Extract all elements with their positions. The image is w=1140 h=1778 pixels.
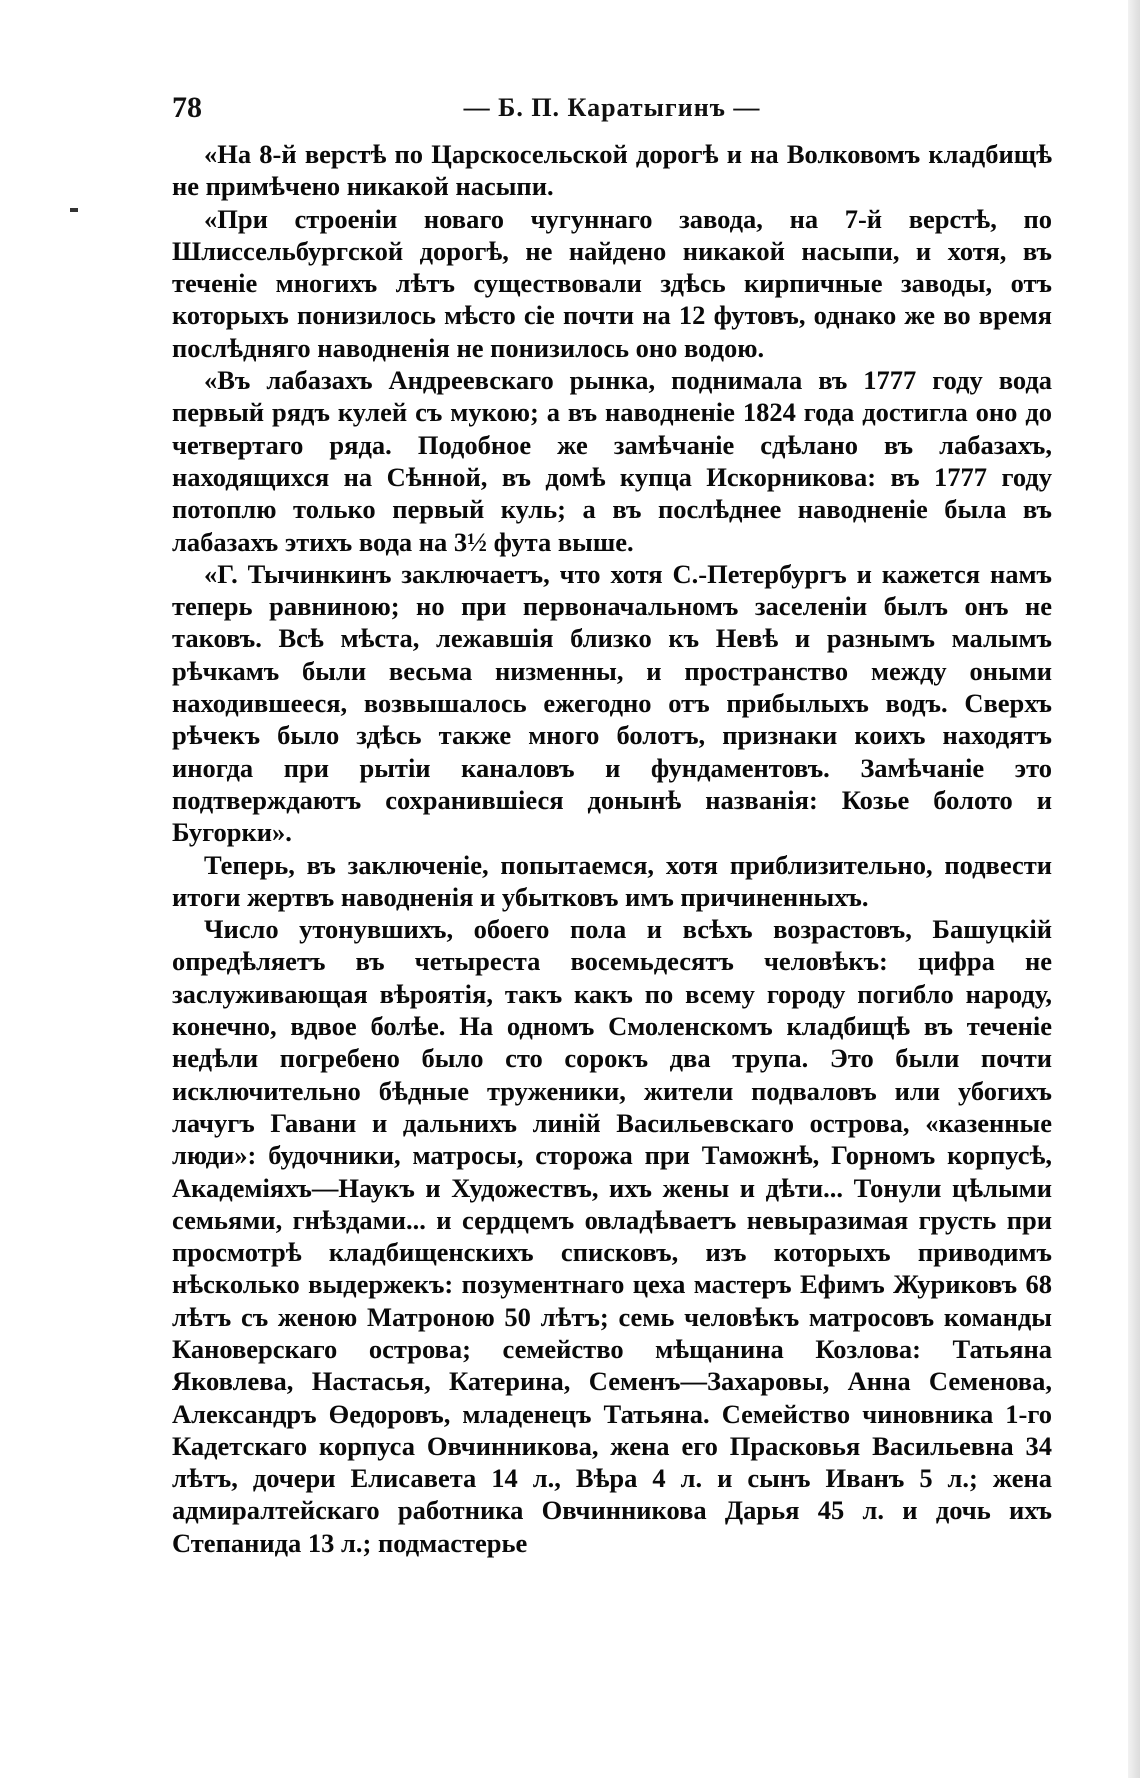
- paragraph: Теперь, въ заключеніе, попытаемся, хотя приблизительно, подвести итоги жертвъ наводненія и убытковъ имъ причиненныхъ.: [172, 849, 1052, 912]
- paragraph: «Г. Тычинкинъ заключаетъ, что хотя С.-Петербургъ и кажется намъ теперь равниною; но при первоначальномъ заселеніи былъ онъ не таковъ. Всѣ мѣста, лежавшія близко къ Невѣ и разнымъ малымъ рѣчкамъ были весьма низменны, и пространство между оными находившееся, возвышалось ежегодно отъ прибылыхъ водъ. Сверхъ рѣчекъ было здѣсь также много болотъ, признаки коихъ находятъ иногда при рытіи каналовъ и фундаментовъ. Замѣчаніе это подтверждаютъ сохранившіеся донынѣ названія: Козье болото и Бугорки».: [172, 558, 1052, 848]
- running-title: — Б. П. Каратыгинъ —: [463, 93, 761, 122]
- ink-speck: [70, 208, 78, 212]
- paragraph: Число утонувшихъ, обоего пола и всѣхъ возрастовъ, Башуцкій опредѣляетъ въ четыреста восемьдесятъ человѣкъ: цифра не заслуживающая вѣроятія, такъ какъ по всему городу погибло народу, конечно, вдвое болѣе. На одномъ Смоленскомъ кладбищѣ въ теченіе недѣли погребено было сто сорокъ два трупа. Это были почти исключительно бѣдные труженики, жители подваловъ или убогихъ лачугъ Гавани и дальнихъ линій Васильевскаго острова, «казенные люди»: будочники, матросы, сторожа при Таможнѣ, Горномъ корпусѣ, Академіяхъ—Наукъ и Художествъ, ихъ жены и дѣти... Тонули цѣлыми семьями, гнѣздами... и сердцемъ овладѣваетъ невыразимая грусть при просмотрѣ кладбищенскихъ списковъ, изъ которыхъ приводимъ нѣсколько выдержекъ: позументнаго цеха мастеръ Ефимъ Журиковъ 68 лѣтъ съ женою Матроною 50 лѣтъ; семь человѣкъ матросовъ команды Кановерскаго острова; семейство мѣщанина Козлова: Татьяна Яковлева, Настасья, Катерина, Семенъ—Захаровы, Анна Семенова, Александръ Өедоровъ, младенецъ Татьяна. Семейство чиновника 1-го Кадетскаго корпуса Овчинникова, жена его Прасковья Васильевна 34 лѣтъ, дочери Елисавета 14 л., Вѣра 4 л. и сынъ Иванъ 5 л.; жена адмиралтейскаго работника Овчинникова Дарья 45 л. и дочь ихъ Степанида 13 л.; подмастерье: [172, 914, 1052, 1558]
- paragraph: «Въ лабазахъ Андреевскаго рынка, поднимала въ 1777 году вода первый рядъ кулей съ мукою; а въ наводненіе 1824 года достигла оно до четвертаго ряда. Подобное же замѣчаніе сдѣлано въ лабазахъ, находящихся на Сѣнной, въ домѣ купца Искорникова: въ 1777 году потоплю только первый куль; а въ послѣднее наводненіе была въ лабазахъ этихъ вода на 3½ фута выше.: [172, 365, 1052, 557]
- paragraph: «При строеніи новаго чугуннаго завода, на 7-й верстѣ, по Шлиссельбургской дорогѣ, не найдено никакой насыпи, и хотя, въ теченіе многихъ лѣтъ существовали здѣсь кирпичные заводы, отъ которыхъ понизилось мѣсто сіе почти на 12 футовъ, однако же во время послѣдняго наводненія не понизилось оно водою.: [172, 203, 1052, 363]
- page-edge-shadow: [1128, 0, 1140, 1778]
- page-header: [172, 90, 1052, 126]
- page-number: 78: [172, 91, 202, 124]
- paragraph: «На 8-й верстѣ по Царскосельской дорогѣ и на Волковомъ кладбищѣ не примѣчено никакой насыпи.: [172, 139, 1052, 202]
- body-text: [172, 138, 1052, 1559]
